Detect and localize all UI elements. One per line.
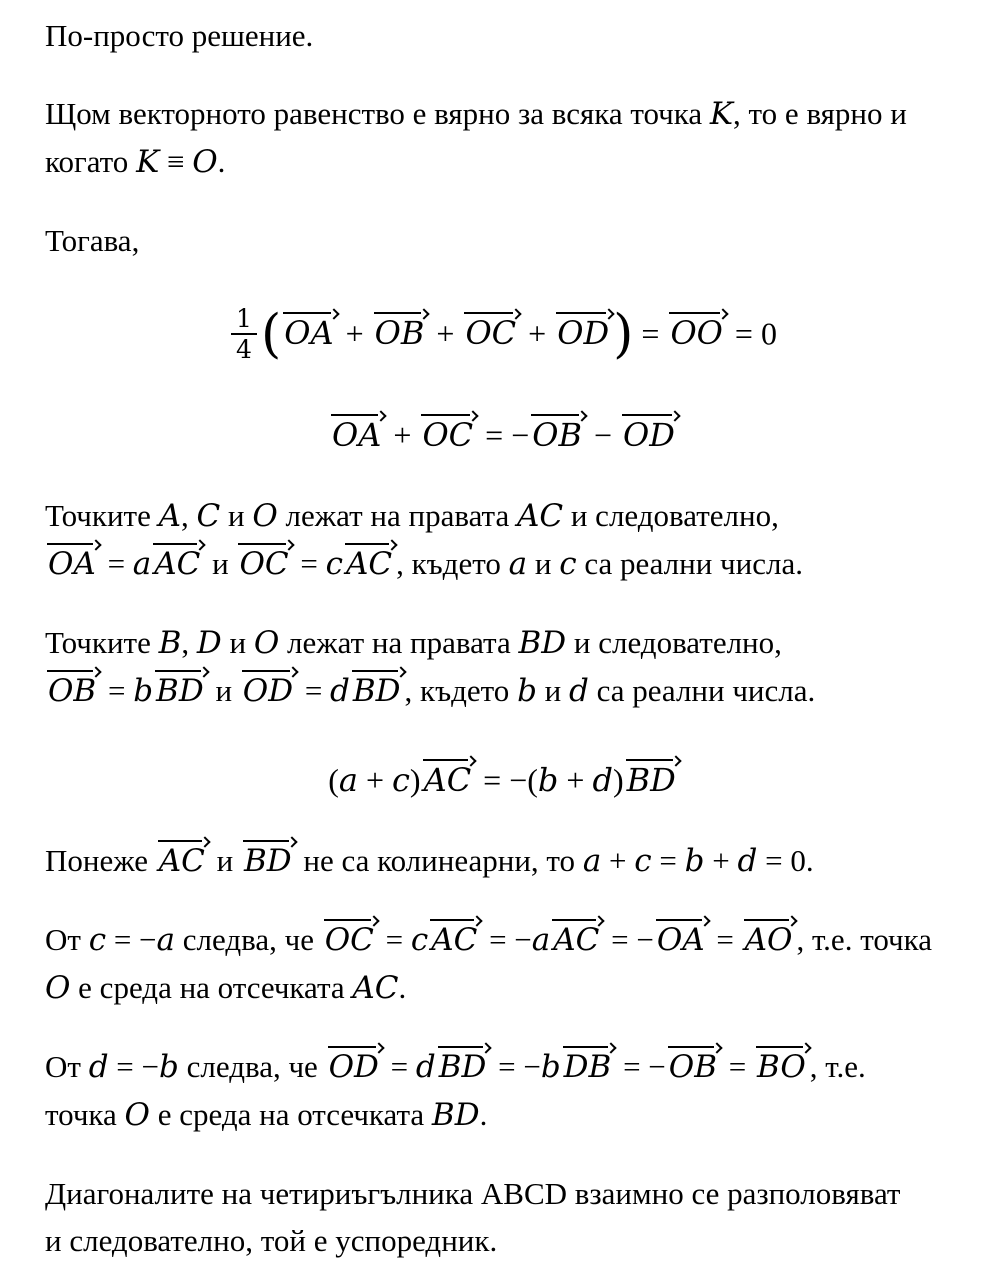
math-var: d	[88, 1048, 109, 1085]
math-var: b	[159, 1048, 179, 1085]
vector-BD: BD	[243, 842, 292, 879]
math-var: c	[392, 760, 410, 799]
vector-AC: AC	[423, 760, 472, 799]
math-var: O	[124, 1096, 150, 1133]
math-var: a	[132, 545, 152, 582]
vector-OA: OA	[48, 545, 96, 582]
paragraph: Точките A, C и O лежат на правата AC и следователно, OA = aAC и OC = cAC , където a и c са реални числа.	[45, 497, 803, 582]
math-var: c	[325, 545, 343, 582]
paragraph: Щом векторното равенство е вярно за всяка точка K, то е вярно и когато K ≡ O.	[45, 96, 907, 180]
math-var: AC	[352, 969, 399, 1006]
vector-AC: AC	[154, 545, 201, 582]
math-var: O	[252, 497, 278, 534]
vector-AO: AO	[744, 921, 793, 958]
vector-AC: AC	[158, 842, 205, 879]
vector-BD: BD	[438, 1048, 487, 1085]
vector-OC: OC	[239, 545, 289, 582]
vector-OD: OD	[623, 416, 675, 454]
math-var: c	[634, 842, 652, 879]
math-var: a	[156, 921, 176, 958]
vector-OC: OC	[465, 314, 517, 353]
vector-BD: BD	[626, 760, 676, 799]
equation: OA + OC = −OB − OD	[332, 416, 675, 454]
math-var: b	[517, 672, 537, 709]
math-var: d	[592, 760, 613, 799]
vector-OO: OO	[670, 314, 723, 353]
vector-OC: OC	[324, 921, 374, 958]
paragraph: По-просто решение.	[45, 18, 314, 53]
vector-DB: DB	[563, 1048, 612, 1085]
math-var: d	[415, 1048, 436, 1085]
vector-OD: OD	[557, 314, 610, 353]
math-var: c	[88, 921, 107, 958]
paragraph: От d = −b следва, че OD = dBD = −bDB = −OB = BO , т.е. точка O е среда на отсечката BD.	[45, 1048, 866, 1133]
math-var: c	[559, 545, 577, 582]
vector-OA: OA	[284, 314, 334, 353]
vector-AC: AC	[345, 545, 393, 582]
vector-OB: OB	[374, 314, 425, 353]
paragraph: Диагоналите на четириъгълника ABCD взаимно се разполовяват и следователно, той е успоредник.	[45, 1175, 901, 1258]
math-var: a	[582, 842, 602, 879]
vector-OD: OD	[242, 672, 294, 709]
math-var: BD	[518, 624, 567, 661]
math-var: d	[569, 672, 589, 709]
vector-OA: OA	[332, 416, 382, 454]
math-var: a	[338, 760, 358, 799]
math-var: b	[684, 842, 705, 879]
math-var: b	[537, 760, 559, 799]
math-var: D	[196, 624, 222, 661]
vector-OD: OD	[328, 1048, 379, 1085]
equation: $\frac{1}{4}$ (OA + OB + OC + OD) = OO = 0	[45, 295, 963, 367]
math-var: a	[531, 921, 551, 958]
paragraph: Точките B, D и O лежат на правата BD и следователно, OB = bBD и OD = dBD , където b и d са реални числа.	[45, 624, 816, 709]
paragraph: Понеже AC и BD не са колинеарни, то a + c = b + d = 0.	[45, 842, 814, 879]
vector-AC: AC	[553, 921, 600, 958]
math-var: c	[410, 921, 429, 958]
math-var: K	[709, 96, 734, 132]
math-var: b	[133, 672, 154, 709]
vector-BO: BO	[756, 1048, 806, 1085]
vector-OB: OB	[532, 416, 582, 454]
math-var: b	[540, 1048, 561, 1085]
math-var: B	[158, 624, 182, 661]
math-var: d	[737, 842, 758, 879]
right-paren: )	[613, 304, 634, 365]
math-var: A	[158, 497, 181, 534]
vector-BD: BD	[352, 672, 401, 709]
paragraph: От c = −a следва, че OC = cAC = −aAC = −OA = AO , т.е. точка O е среда на отсечката AC.	[45, 921, 932, 1006]
vector-OC: OC	[422, 416, 474, 454]
math-var: O	[192, 144, 218, 180]
vector-AC: AC	[431, 921, 478, 958]
vector-BD: BD	[156, 672, 204, 709]
math-var: d	[330, 672, 350, 709]
math-var: O	[45, 969, 71, 1006]
vector-OB: OB	[48, 672, 97, 709]
math-var: AC	[516, 497, 564, 534]
paragraph: Тогава,	[45, 223, 140, 258]
vector-OA: OA	[656, 921, 705, 958]
left-paren: (	[260, 304, 282, 365]
math-var: O	[253, 624, 280, 661]
math-var: K	[136, 144, 160, 180]
vector-OB: OB	[668, 1048, 717, 1085]
math-var: a	[508, 545, 528, 582]
fraction: $\frac{1}{4}$	[231, 304, 257, 364]
math-var: C	[196, 497, 221, 534]
equation: (a + c)AC = −(b + d)BD	[328, 760, 676, 799]
math-var: BD	[431, 1096, 480, 1133]
